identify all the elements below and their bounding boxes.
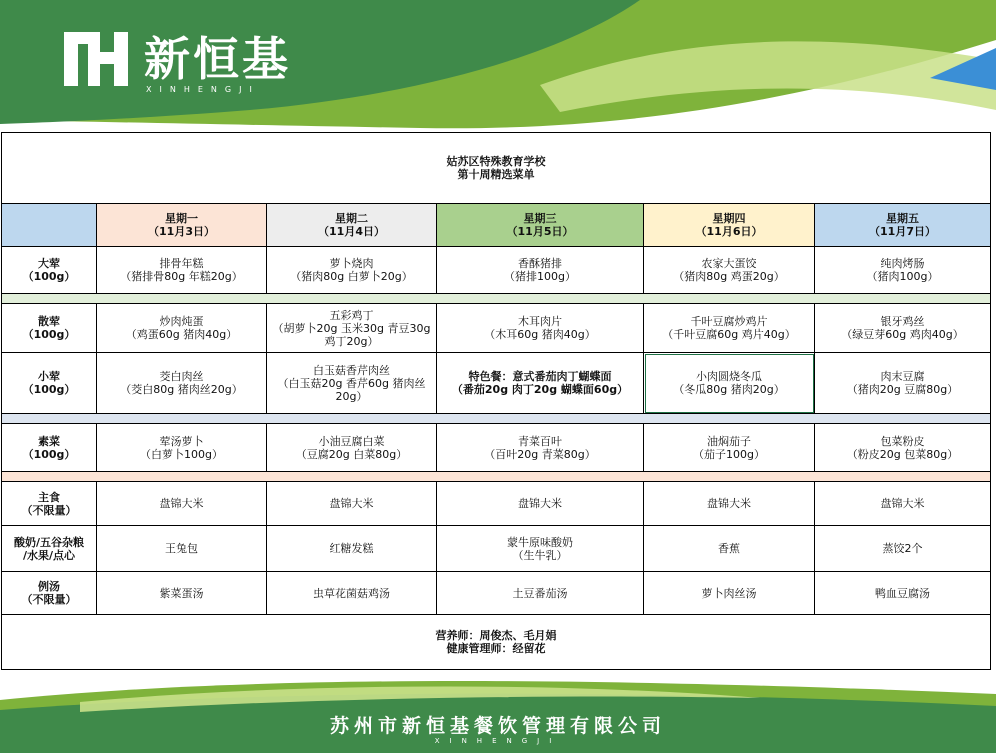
day-header-row [2, 204, 991, 247]
category-sucai: 素菜 （100g） [2, 424, 97, 472]
menu-cell[interactable]: 茭白肉丝 （茭白80g 猪肉丝20g） [97, 353, 267, 414]
menu-cell[interactable]: 排骨年糕 （猪排骨80g 年糕20g） [97, 247, 267, 294]
menu-cell[interactable]: 香酥猪排 （猪排100g） [437, 247, 644, 294]
menu-cell[interactable]: 紫菜蛋汤 [97, 572, 267, 615]
category-xiaohun: 小荤 （100g） [2, 353, 97, 414]
day-header-tue [267, 204, 437, 247]
menu-cell[interactable]: 盘锦大米 [267, 482, 437, 526]
row-sanhun [2, 304, 991, 353]
day-date: （11月7日） [869, 225, 936, 238]
day-date: （11月6日） [695, 225, 763, 238]
header-banner [0, 0, 996, 132]
day-date: （11月4日） [318, 225, 385, 238]
menu-cell[interactable]: 油焖茄子 （茄子100g） [644, 424, 815, 472]
day-header-fri [815, 204, 991, 247]
row-soup [2, 572, 991, 615]
menu-cell[interactable]: 青菜百叶 （百叶20g 青菜80g） [437, 424, 644, 472]
menu-cell[interactable]: 盘锦大米 [437, 482, 644, 526]
menu-table [1, 132, 991, 670]
menu-cell[interactable]: 五彩鸡丁 （胡萝卜20g 玉米30g 青豆30g 鸡丁20g） [267, 304, 437, 353]
brand [62, 28, 291, 90]
brand-name: 新恒基 [144, 32, 291, 86]
day-header-mon [97, 204, 267, 247]
row-xiaohun [2, 353, 991, 414]
menu-cell[interactable]: 王兔包 [97, 526, 267, 572]
week-title: 第十周精选菜单 [457, 168, 535, 181]
menu-cell[interactable]: 木耳肉片 （木耳60g 猪肉40g） [437, 304, 644, 353]
health-manager: 健康管理师：经留花 [446, 642, 546, 655]
menu-cell[interactable]: 蒸饺2个 [815, 526, 991, 572]
separator-row [2, 294, 991, 304]
menu-cell[interactable]: 肉末豆腐 （猪肉20g 豆腐80g） [815, 353, 991, 414]
menu-cell[interactable]: 盘锦大米 [815, 482, 991, 526]
menu-cell[interactable]: 盘锦大米 [97, 482, 267, 526]
day-name: 星期四 [712, 212, 746, 225]
menu-cell[interactable]: 银牙鸡丝 （绿豆芽60g 鸡肉40g） [815, 304, 991, 353]
nutritionist: 营养师：周俊杰、毛月娟 [435, 629, 557, 642]
menu-cell[interactable]: 纯肉烤肠 （猪肉100g） [815, 247, 991, 294]
menu-cell[interactable]: 红糖发糕 [267, 526, 437, 572]
menu-cell[interactable]: 盘锦大米 [644, 482, 815, 526]
company-name: 苏州市新恒基餐饮管理有限公司 [329, 715, 666, 737]
menu-cell[interactable]: 农家大蛋饺 （猪肉80g 鸡蛋20g） [644, 247, 815, 294]
category-soup: 例汤 （不限量） [2, 572, 97, 615]
day-name: 星期五 [886, 212, 920, 225]
row-sucai [2, 424, 991, 472]
menu-cell[interactable]: 萝卜肉丝汤 [644, 572, 815, 615]
menu-cell[interactable]: 蒙牛原味酸奶 （生牛乳） [437, 526, 644, 572]
menu-cell[interactable]: 炒肉炖蛋 （鸡蛋60g 猪肉40g） [97, 304, 267, 353]
special-meal-cell[interactable]: 特色餐：意式番茄肉丁蝴蝶面 （番茄20g 肉丁20g 蝴蝶面60g） [437, 353, 644, 414]
credits [2, 615, 991, 670]
menu-cell[interactable]: 小油豆腐白菜 （豆腐20g 白菜80g） [267, 424, 437, 472]
menu-cell[interactable]: 千叶豆腐炒鸡片 （千叶豆腐60g 鸡片40g） [644, 304, 815, 353]
day-name: 星期一 [165, 212, 198, 225]
menu-cell[interactable]: 萝卜烧肉 （猪肉80g 白萝卜20g） [267, 247, 437, 294]
row-dahun [2, 247, 991, 294]
separator-row [2, 472, 991, 482]
brand-pinyin: XINHENGJI [146, 85, 260, 94]
menu-cell[interactable]: 荤汤萝卜 （白萝卜100g） [97, 424, 267, 472]
selected-menu-cell[interactable]: 小肉圆烧冬瓜 （冬瓜80g 猪肉20g） [644, 353, 815, 414]
row-zhushi [2, 482, 991, 526]
category-zhushi: 主食 （不限量） [2, 482, 97, 526]
separator-row [2, 414, 991, 424]
category-yogurt: 酸奶/五谷杂粮 /水果/点心 [2, 526, 97, 572]
menu-cell[interactable]: 土豆番茄汤 [437, 572, 644, 615]
day-header-thu [644, 204, 815, 247]
day-name: 星期二 [335, 212, 368, 225]
day-date: （11月5日） [506, 225, 574, 238]
day-date: （11月3日） [148, 225, 215, 238]
menu-cell[interactable]: 香蕉 [644, 526, 815, 572]
school-name: 姑苏区特殊教育学校 [446, 155, 546, 168]
day-name: 星期三 [523, 212, 557, 225]
menu-cell[interactable]: 白玉菇香芹肉丝 （白玉菇20g 香芹60g 猪肉丝 20g） [267, 353, 437, 414]
menu-cell[interactable]: 鸭血豆腐汤 [815, 572, 991, 615]
menu-cell[interactable]: 包菜粉皮 （粉皮20g 包菜80g） [815, 424, 991, 472]
corner-cell [2, 204, 97, 247]
brand-logo-icon [62, 28, 134, 90]
menu-title [2, 133, 991, 204]
menu-cell[interactable]: 虫草花菌菇鸡汤 [267, 572, 437, 615]
day-header-wed [437, 204, 644, 247]
row-yogurt [2, 526, 991, 572]
category-sanhun: 散荤 （100g） [2, 304, 97, 353]
category-dahun: 大荤 （100g） [2, 247, 97, 294]
footer-pinyin: XINHENGJI [434, 737, 562, 745]
